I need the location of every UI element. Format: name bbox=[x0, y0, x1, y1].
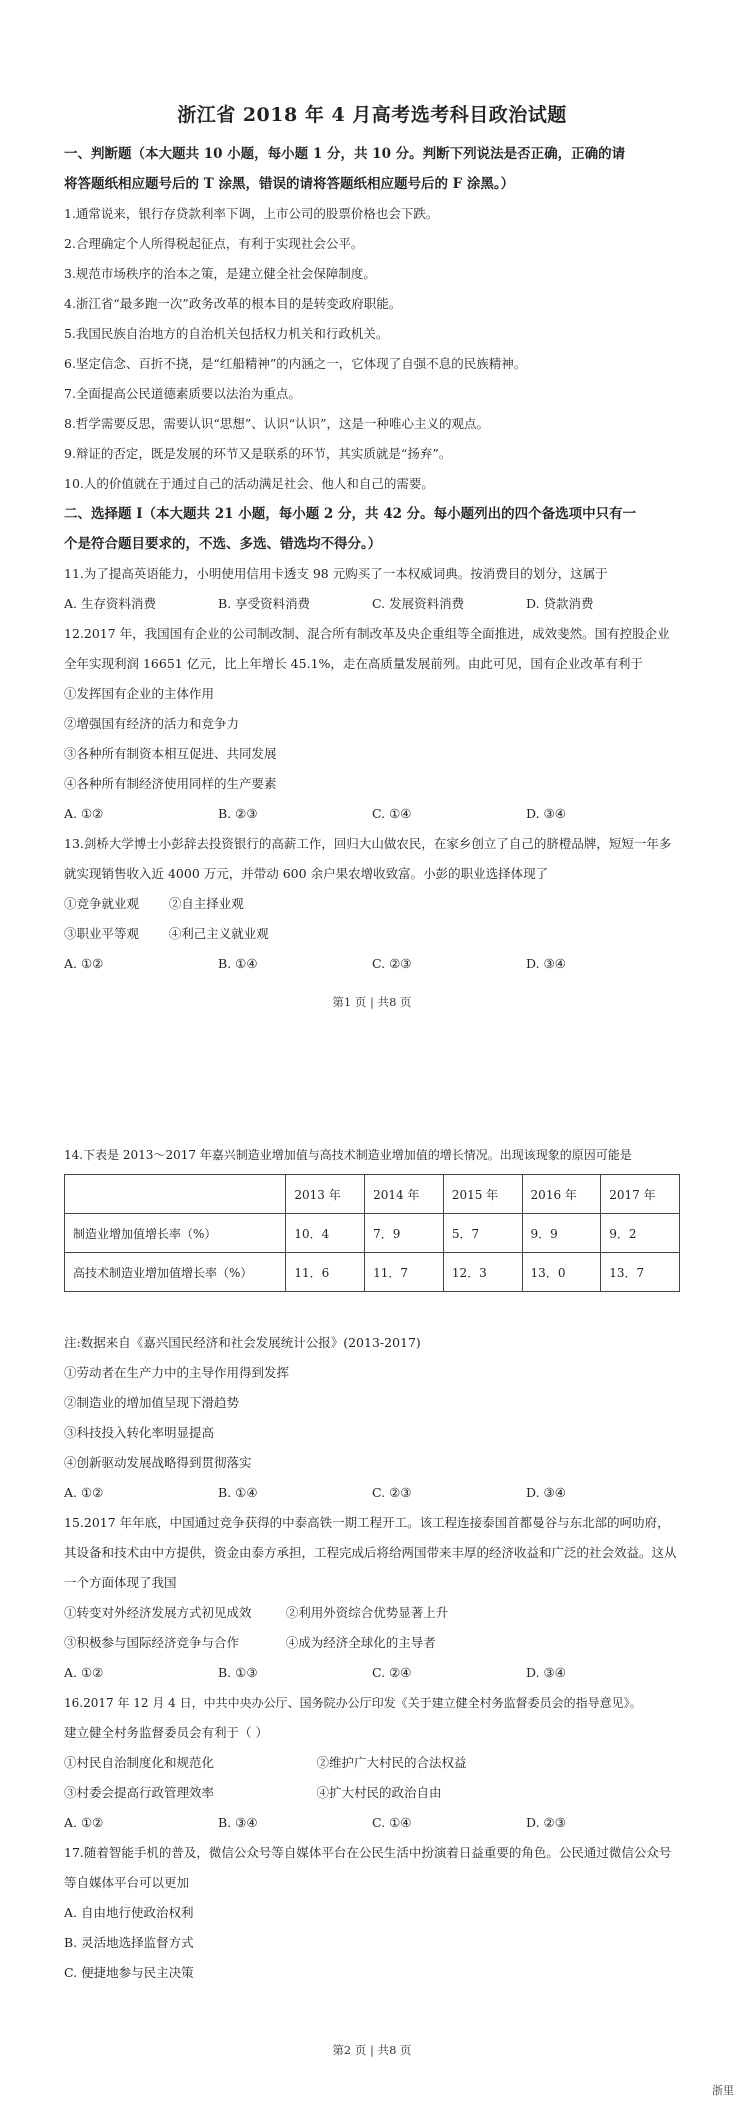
judgement-item-7: 7.全面提高公民道德素质要以法治为重点。 bbox=[64, 386, 301, 401]
option-d: D. ②③ bbox=[526, 1815, 566, 1830]
table-cell: 9．9 bbox=[522, 1214, 601, 1253]
question-14-choice-4: ④创新驱动发展战略得到贯彻落实 bbox=[64, 1455, 252, 1470]
option-d: D. ③④ bbox=[526, 1665, 566, 1680]
question-15-choice-3: ③积极参与国际经济竞争与合作 bbox=[64, 1635, 240, 1650]
judgement-item-10: 10.人的价值就在于通过自己的活动满足社会、他人和自己的需要。 bbox=[64, 476, 434, 491]
section-1-heading bbox=[64, 139, 680, 199]
table-cell: 10．4 bbox=[286, 1214, 365, 1253]
option-c: C. 发展资料消费 bbox=[372, 596, 465, 611]
question-14-choice-2: ②制造业的增加值呈现下滑趋势 bbox=[64, 1395, 240, 1410]
table-row bbox=[65, 1253, 680, 1292]
table-cell: 11．6 bbox=[286, 1253, 365, 1292]
table-cell: 13．7 bbox=[601, 1253, 680, 1292]
question-17-option-c: C. 便捷地参与民主决策 bbox=[64, 1965, 194, 1980]
judgement-item-9: 9.辩证的否定，既是发展的环节又是联系的环节，其实质就是“扬弃”。 bbox=[64, 446, 452, 461]
option-b: B. ①④ bbox=[218, 956, 258, 971]
table-year-cell: 2016 年 bbox=[522, 1175, 601, 1214]
question-15-choice-1: ①转变对外经济发展方式初见成效 bbox=[64, 1605, 252, 1620]
table-note: 注:数据来自《嘉兴国民经济和社会发展统计公报》(2013-2017) bbox=[64, 1335, 421, 1350]
question-12-stem: 12.2017 年，我国国有企业的公司制改制、混合所有制改革及央企重组等全面推进，成效斐然。国有控股企业全年实现利润 16651 亿元，比上年增长 45.1%，走在高质量发展前列。由此可见，国有企业改革有利于 bbox=[64, 626, 670, 671]
table-cell: 11．7 bbox=[365, 1253, 444, 1292]
option-c: C. ①④ bbox=[372, 1815, 412, 1830]
question-14-stem: 14.下表是 2013～2017 年嘉兴制造业增加值与高技术制造业增加值的增长情况。出现该现象的原因可能是 bbox=[64, 1148, 632, 1162]
table-cell: 12．3 bbox=[443, 1253, 522, 1292]
option-a: A. ①② bbox=[64, 956, 104, 971]
question-13-choice-3: ③职业平等观 bbox=[64, 926, 140, 941]
table-row-label: 高技术制造业增加值增长率（%） bbox=[65, 1253, 286, 1292]
section-1-heading-line1: 一、判断题（本大题共 10 小题，每小题 1 分，共 10 分。判断下列说法是否正确，正确的请 bbox=[64, 146, 626, 162]
question-13-choices-row-2 bbox=[64, 919, 680, 949]
section-2-heading bbox=[64, 499, 680, 559]
question-14-choice-1: ①劳动者在生产力中的主导作用得到发挥 bbox=[64, 1365, 290, 1380]
question-16-choices-row-1 bbox=[64, 1748, 680, 1778]
question-13-choice-4: ④利己主义就业观 bbox=[168, 926, 269, 941]
question-15-options bbox=[64, 1658, 680, 1688]
option-d: D. ③④ bbox=[526, 806, 566, 821]
option-a: A. ①② bbox=[64, 806, 104, 821]
question-12-choice-1: ①发挥国有企业的主体作用 bbox=[64, 686, 215, 701]
table-cell: 9．2 bbox=[601, 1214, 680, 1253]
option-a: A. ①② bbox=[64, 1665, 104, 1680]
table-year-cell: 2014 年 bbox=[365, 1175, 444, 1214]
question-15-choices-row-2 bbox=[64, 1628, 680, 1658]
question-15-choices-row-1 bbox=[64, 1598, 680, 1628]
question-13-choice-2: ②自主择业观 bbox=[168, 896, 244, 911]
table-corner-cell bbox=[65, 1175, 286, 1214]
table-cell: 7．9 bbox=[365, 1214, 444, 1253]
table-year-cell: 2013 年 bbox=[286, 1175, 365, 1214]
judgement-item-4: 4.浙江省“最多跑一次”政务改革的根本目的是转变政府职能。 bbox=[64, 296, 402, 311]
question-16-choice-4: ④扩大村民的政治自由 bbox=[316, 1785, 442, 1800]
option-c: C. ①④ bbox=[372, 806, 412, 821]
judgement-item-5: 5.我国民族自治地方的自治机关包括权力机关和行政机关。 bbox=[64, 326, 389, 341]
page-2-footer: 第2 页 | 共8 页 bbox=[332, 2043, 412, 2057]
table-cell: 13．0 bbox=[522, 1253, 601, 1292]
growth-table bbox=[64, 1174, 680, 1292]
question-12-choice-4: ④各种所有制经济使用同样的生产要素 bbox=[64, 776, 277, 791]
section-2-heading-line1: 二、选择题 I（本大题共 21 小题，每小题 2 分，共 42 分。每小题列出的四个备选项中只有一 bbox=[64, 506, 637, 522]
page-2-content bbox=[64, 1140, 680, 1988]
option-c: C. ②③ bbox=[372, 1485, 412, 1500]
question-12-options bbox=[64, 799, 680, 829]
judgement-item-3: 3.规范市场秩序的治本之策，是建立健全社会保障制度。 bbox=[64, 266, 376, 281]
judgement-list bbox=[64, 199, 680, 499]
question-12-choice-2: ②增强国有经济的活力和竞争力 bbox=[64, 716, 240, 731]
table-row-label: 制造业增加值增长率（%） bbox=[65, 1214, 286, 1253]
question-11-options bbox=[64, 589, 680, 619]
page-1-footer: 第1 页 | 共8 页 bbox=[332, 995, 412, 1009]
option-b: B. 享受资料消费 bbox=[218, 596, 311, 611]
option-a: A. 生存资料消费 bbox=[64, 596, 156, 611]
table-year-cell: 2017 年 bbox=[601, 1175, 680, 1214]
option-a: A. ①② bbox=[64, 1815, 104, 1830]
option-c: C. ②③ bbox=[372, 956, 412, 971]
table-year-cell: 2015 年 bbox=[443, 1175, 522, 1214]
question-15-stem: 15.2017 年年底，中国通过竞争获得的中泰高铁一期工程开工。该工程连接泰国首都曼谷与东北部的呵叻府，其设备和技术由中方提供，资金由泰方承担，工程完成后将给两国带来丰厚的经济收益和广泛的社会效益。这从一个方面体现了我国 bbox=[64, 1515, 677, 1590]
question-13-options bbox=[64, 949, 680, 979]
section-2-heading-line2: 个是符合题目要求的，不选、多选、错选均不得分。） bbox=[64, 536, 382, 552]
question-15-choice-2: ②利用外资综合优势显著上升 bbox=[285, 1605, 449, 1620]
option-c: C. ②④ bbox=[372, 1665, 412, 1680]
corner-watermark: 浙里 bbox=[712, 2084, 734, 2097]
question-16-choice-2: ②维护广大村民的合法权益 bbox=[316, 1755, 467, 1770]
judgement-item-2: 2.合理确定个人所得税起征点，有利于实现社会公平。 bbox=[64, 236, 364, 251]
option-d: D. ③④ bbox=[526, 1485, 566, 1500]
question-16-stem-line1: 16.2017 年 12 月 4 日，中共中央办公厅、国务院办公厅印发《关于建立健全村务监督委员会的指导意见》。 bbox=[64, 1696, 642, 1710]
page-title: 浙江省 2018 年 4 月高考选考科目政治试题 bbox=[177, 104, 567, 126]
judgement-item-8: 8.哲学需要反思，需要认识“思想”、认识“认识”，这是一种唯心主义的观点。 bbox=[64, 416, 489, 431]
table-row bbox=[65, 1214, 680, 1253]
question-16-options bbox=[64, 1808, 680, 1838]
question-16-choice-3: ③村委会提高行政管理效率 bbox=[64, 1785, 215, 1800]
question-12-choice-3: ③各种所有制资本相互促进、共同发展 bbox=[64, 746, 277, 761]
question-11-stem: 11.为了提高英语能力，小明使用信用卡透支 98 元购买了一本权威词典。按消费目的划分，这属于 bbox=[64, 566, 608, 581]
option-d: D. 贷款消费 bbox=[526, 596, 594, 611]
option-d: D. ③④ bbox=[526, 956, 566, 971]
question-14-options bbox=[64, 1478, 680, 1508]
option-b: B. ②③ bbox=[218, 806, 258, 821]
judgement-item-1: 1.通常说来，银行存贷款利率下调，上市公司的股票价格也会下跌。 bbox=[64, 206, 439, 221]
question-17-option-a: A. 自由地行使政治权利 bbox=[64, 1905, 194, 1920]
option-a: A. ①② bbox=[64, 1485, 104, 1500]
section-1-heading-line2: 将答题纸相应题号后的 T 涂黑，错误的请将答题纸相应题号后的 F 涂黑。） bbox=[64, 176, 515, 192]
page-1 bbox=[0, 0, 744, 1030]
option-b: B. ①④ bbox=[218, 1485, 258, 1500]
question-13-choices-row-1 bbox=[64, 889, 680, 919]
page-1-content bbox=[64, 0, 680, 979]
question-14-choice-3: ③科技投入转化率明显提高 bbox=[64, 1425, 215, 1440]
question-16-stem-line2: 建立健全村务监督委员会有利于（ ） bbox=[64, 1725, 268, 1740]
question-13-choice-1: ①竞争就业观 bbox=[64, 896, 140, 911]
option-b: B. ③④ bbox=[218, 1815, 258, 1830]
question-16-choices-row-2 bbox=[64, 1778, 680, 1808]
question-16-choice-1: ①村民自治制度化和规范化 bbox=[64, 1755, 215, 1770]
page-2 bbox=[0, 1130, 744, 2104]
table-header-row bbox=[65, 1175, 680, 1214]
option-b: B. ①③ bbox=[218, 1665, 258, 1680]
question-13-stem: 13.剑桥大学博士小彭辞去投资银行的高薪工作，回归大山做农民，在家乡创立了自己的脐橙品牌，短短一年多就实现销售收入近 4000 万元，并带动 600 余户果农增收致富。小彭的职业选择体现了 bbox=[64, 836, 672, 881]
question-17-option-b: B. 灵活地选择监督方式 bbox=[64, 1935, 194, 1950]
question-15-choice-4: ④成为经济全球化的主导者 bbox=[285, 1635, 436, 1650]
table-cell: 5．7 bbox=[443, 1214, 522, 1253]
question-17-stem: 17.随着智能手机的普及，微信公众号等自媒体平台在公民生活中扮演着日益重要的角色。公民通过微信公众号等自媒体平台可以更加 bbox=[64, 1845, 672, 1890]
judgement-item-6: 6.坚定信念、百折不挠，是“红船精神”的内涵之一，它体现了自强不息的民族精神。 bbox=[64, 356, 527, 371]
